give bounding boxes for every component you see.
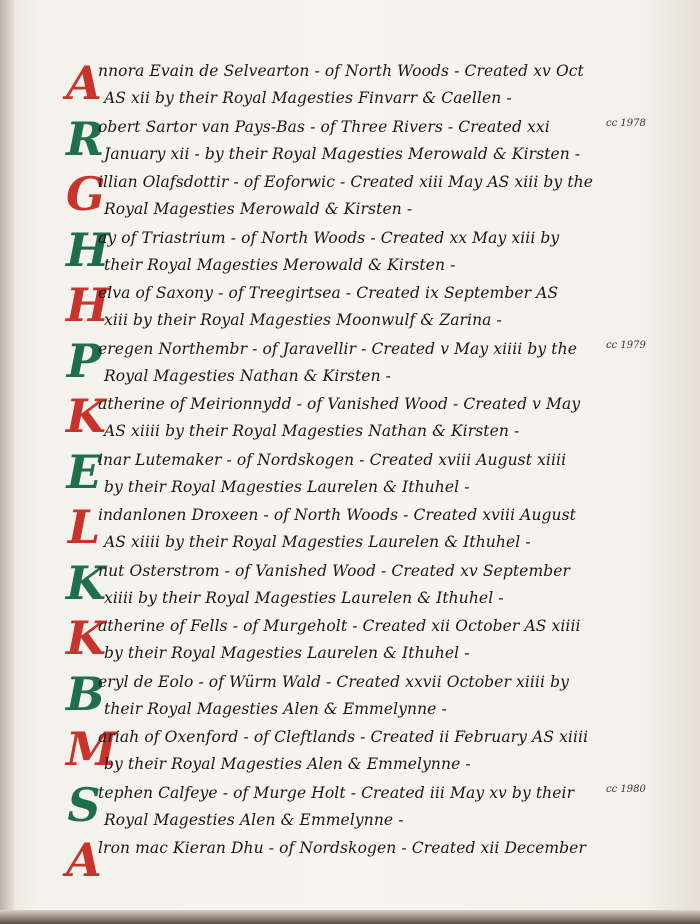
illuminated-initial: H bbox=[66, 278, 110, 332]
illuminated-initial: K bbox=[66, 389, 106, 443]
entry-line-2: their Royal Magesties Alen & Emmelynne - bbox=[104, 699, 447, 718]
entry-0 bbox=[66, 56, 606, 112]
page-bottom-edge bbox=[0, 910, 700, 924]
entry-3 bbox=[66, 223, 606, 279]
entry-line-2: Royal Magesties Merowald & Kirsten - bbox=[104, 200, 413, 218]
entry-line-2: AS xiiii by their Royal Magesties Nathan & Kirsten - bbox=[104, 422, 520, 440]
entry-6 bbox=[66, 389, 606, 445]
entry-line-1: atherine of Fells - of Murgeholt - Created xii October AS xiiii bbox=[98, 617, 581, 635]
entry-line-1: ariah of Oxenford - of Cleftlands - Created ii February AS xiiii bbox=[98, 728, 589, 746]
entry-8 bbox=[66, 500, 606, 556]
illuminated-initial: K bbox=[66, 611, 106, 665]
entry-line-2: their Royal Magesties Merowald & Kirsten - bbox=[104, 255, 456, 274]
entry-line-1: ay of Triastrium - of North Woods - Created xx May xiii by bbox=[98, 228, 560, 247]
illuminated-initial: L bbox=[67, 500, 101, 554]
entry-7 bbox=[66, 445, 606, 501]
margin-date-note: cc 1978 bbox=[606, 117, 646, 129]
illuminated-initial: M bbox=[66, 722, 117, 776]
illuminated-initial: H bbox=[66, 222, 110, 277]
entry-line-2: by their Royal Magesties Laurelen & Ithuhel - bbox=[104, 644, 470, 662]
entry-line-2: Royal Magesties Alen & Emmelynne - bbox=[104, 810, 404, 829]
entry-line-2: AS xiiii by their Royal Magesties Laurelen & Ithuhel - bbox=[104, 533, 531, 551]
illuminated-initial: B bbox=[66, 666, 105, 721]
entry-list bbox=[66, 56, 606, 889]
entry-line-1: tephen Calfeye - of Murge Holt - Created iii May xv by their bbox=[98, 783, 575, 802]
entry-2 bbox=[66, 167, 606, 223]
illuminated-initial: R bbox=[66, 111, 105, 166]
entry-line-1: illian Olafsdottir - of Eoforwic - Created xiii May AS xiii by the bbox=[98, 173, 594, 191]
entry-line-1: nut Osterstrom - of Vanished Wood - Created xv September bbox=[98, 561, 571, 580]
entry-14 bbox=[66, 833, 606, 889]
entry-line-1: atherine of Meirionnydd - of Vanished Wood - Created v May bbox=[98, 395, 581, 413]
illuminated-initial: S bbox=[67, 777, 101, 832]
entry-line-1: eryl de Eolo - of Würm Wald - Created xxvii October xiiii by bbox=[98, 672, 569, 691]
illuminated-initial: A bbox=[66, 833, 102, 887]
illuminated-initial: K bbox=[66, 555, 106, 610]
entry-line-1: eregen Northembr - of Jaravellir - Created v May xiiii by the bbox=[98, 339, 577, 358]
entry-line-2: by their Royal Magesties Laurelen & Ithuhel - bbox=[104, 477, 470, 496]
margin-date-note: cc 1980 bbox=[606, 783, 646, 795]
entry-line-1: elva of Saxony - of Treegirtsea - Created ix September AS bbox=[98, 284, 559, 302]
entry-line-2: xiii by their Royal Magesties Moonwulf & Zarina - bbox=[104, 311, 502, 329]
entry-11 bbox=[66, 667, 606, 723]
entry-line-2: AS xii by their Royal Magesties Finvarr & Caellen - bbox=[104, 89, 512, 107]
entry-12 bbox=[66, 722, 606, 778]
entry-9 bbox=[66, 556, 606, 612]
entry-line-1: obert Sartor van Pays-Bas - of Three Rivers - Created xxi bbox=[98, 117, 550, 136]
entry-line-2: xiiii by their Royal Magesties Laurelen & Ithuhel - bbox=[104, 588, 504, 607]
illuminated-initial: G bbox=[66, 167, 106, 221]
entry-line-2: by their Royal Magesties Alen & Emmelynne - bbox=[104, 755, 471, 773]
illuminated-initial: P bbox=[66, 333, 102, 388]
entry-line-1: indanlonen Droxeen - of North Woods - Created xviii August bbox=[98, 506, 577, 524]
entry-10 bbox=[66, 611, 606, 667]
entry-line-1: inar Lutemaker - of Nordskogen - Created xviii August xiiii bbox=[98, 450, 567, 469]
entry-line-2: January xii - by their Royal Magesties Merowald & Kirsten - bbox=[104, 144, 581, 163]
illuminated-initial: E bbox=[66, 444, 102, 499]
entry-5 bbox=[66, 334, 606, 390]
margin-date-note: cc 1979 bbox=[606, 339, 646, 351]
entry-1 bbox=[66, 112, 606, 168]
entry-4 bbox=[66, 278, 606, 334]
entry-13 bbox=[66, 778, 606, 834]
entry-line-1: nnora Evain de Selvearton - of North Woods - Created xv Oct bbox=[98, 62, 584, 80]
entry-line-2: Royal Magesties Nathan & Kirsten - bbox=[104, 366, 392, 385]
illuminated-initial: A bbox=[66, 56, 102, 110]
entry-line-1: lron mac Kieran Dhu - of Nordskogen - Created xii December bbox=[98, 839, 586, 857]
book-binding-shadow bbox=[0, 0, 14, 924]
